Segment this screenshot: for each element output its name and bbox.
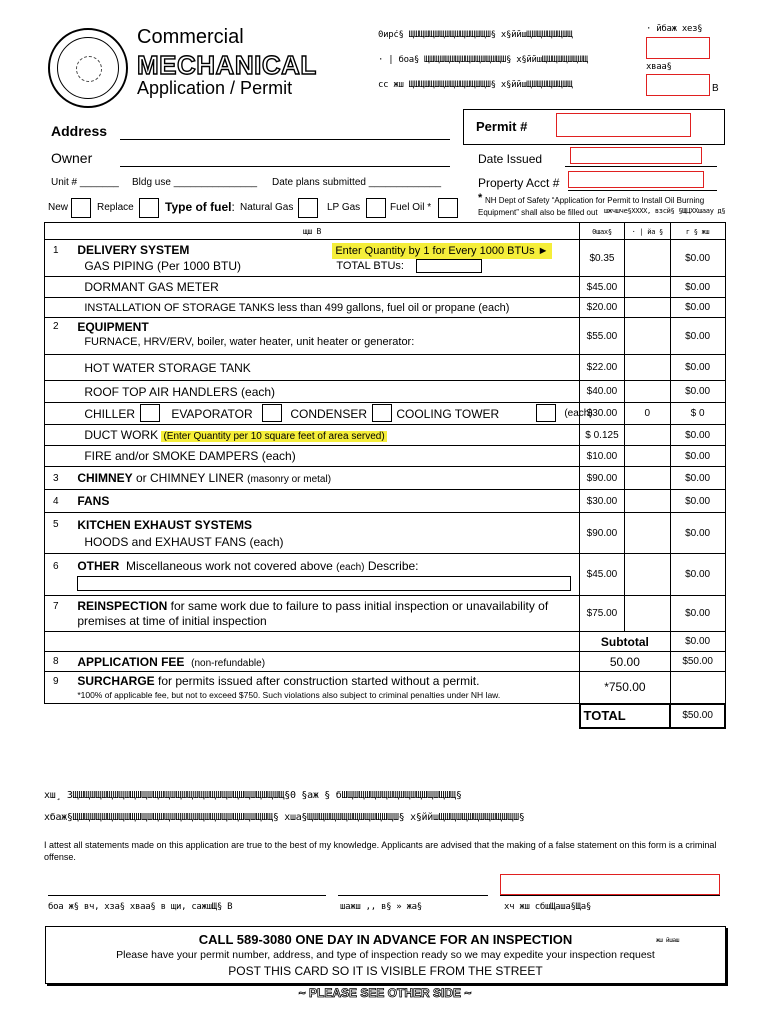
- table-row: [45, 467, 726, 490]
- chimney-total: $0.00: [670, 467, 725, 490]
- fuel-oil-label: Fuel Oil *: [390, 202, 432, 213]
- kitchen-exhaust-title: KITCHEN EXHAUST SYSTEMS: [77, 518, 252, 532]
- permit-number-field[interactable]: [556, 113, 691, 137]
- table-row: [45, 240, 726, 277]
- date-issued-label: Date Issued: [478, 152, 543, 166]
- cooling-tower-label: COOLING TOWER: [396, 407, 500, 421]
- inspection-call-box: [45, 926, 726, 984]
- type-of-fuel-text: [165, 200, 235, 214]
- top-field-row-3: сс жш ЩШЩШЩШЩШЩШЩШЩШЩШ§ х§ййшЩШЩШЩШЩШЩ: [378, 80, 573, 90]
- total-label: TOTAL: [580, 704, 671, 728]
- applicant-signature-label: боа ж§ вч, хза§ хваа§ в щи, сажшЩ§ B: [48, 902, 233, 912]
- hoods-label: HOODS and EXHAUST FANS (each): [84, 535, 284, 549]
- property-acct-line: [568, 190, 717, 191]
- row-number: 8: [53, 656, 59, 667]
- row-number: 9: [53, 676, 59, 687]
- gas-piping-qty[interactable]: [624, 240, 670, 277]
- total-row: [45, 704, 726, 728]
- see-other-side-notice: ~ PLEASE SEE OTHER SIDE ~: [298, 986, 472, 1000]
- cooling-tower-checkbox[interactable]: [536, 404, 556, 422]
- note-star: *: [478, 192, 483, 204]
- fire-dampers-qty[interactable]: [624, 446, 670, 467]
- gas-piping-total: $0.00: [670, 240, 725, 277]
- application-fee-total: $50.00: [670, 652, 725, 672]
- condenser-label: CONDENSER: [290, 407, 367, 421]
- reinspection-total: $0.00: [670, 596, 725, 632]
- chimney-note: (masonry or metal): [247, 474, 332, 485]
- reinspection-qty[interactable]: [624, 596, 670, 632]
- inspection-call-small: жш йшаш: [656, 937, 680, 944]
- signature-field-row-2: хбаж§ЩШЩШЩШЩШЩШЩШЩШЩШЩШЩШЩШЩШЩШЩШЩШЩШЩШЩ§ хша§ЩШЩШЩШЩШЩШЩШЩШЩШ§ х§ййшЩШЩШЩШЩШЩШЩШЩШ§: [44, 812, 525, 823]
- duct-work-fee: $ 0.125: [580, 425, 625, 446]
- hot-water-tank-qty[interactable]: [624, 355, 670, 381]
- roof-top-air-total: $0.00: [670, 381, 725, 403]
- date-issued-field[interactable]: [570, 147, 702, 164]
- date-signature-label: шажш ,, в§ » жа§: [340, 902, 422, 912]
- signature-field-row-1: хш¸ ЗЩШЩШЩШЩШЩШЩШЩШЩШЩШЩШЩШЩШЩШЩШЩШЩШЩШЩШЩ§0 §аж § бШЩШЩШЩШЩШЩШЩШЩШЩШЩШЩ§: [44, 790, 462, 801]
- equipment-fee: $55.00: [580, 318, 625, 355]
- unit-field[interactable]: Unit # _______: [51, 177, 119, 188]
- table-row: [45, 403, 726, 425]
- form-title-application: Application / Permit: [137, 78, 293, 98]
- fee-table: [44, 222, 726, 729]
- property-acct-field[interactable]: [568, 171, 704, 188]
- other-description: Miscellaneous work not covered above: [125, 559, 333, 573]
- header-fee-label: 0шах§: [592, 227, 612, 236]
- form-title-mechanical: MECHANICAL: [137, 50, 317, 80]
- surcharge-total: [670, 672, 725, 704]
- duct-work-note: (Enter Quantity per 10 square feet of area served): [163, 431, 385, 442]
- property-acct-label: Property Acct #: [478, 176, 560, 190]
- natural-gas-checkbox[interactable]: [298, 198, 318, 218]
- approval-signature-label: хч жш сбшЩаша§Ща§: [504, 902, 592, 912]
- bldg-use-field[interactable]: Bldg use _______________: [132, 177, 258, 188]
- storage-tanks-total: $0.00: [670, 298, 725, 318]
- header-total-label: г § жш: [685, 227, 710, 236]
- hot-water-tank-label: HOT WATER STORAGE TANK: [74, 355, 579, 381]
- inspection-call-title: CALL 589-3080 ONE DAY IN ADVANCE FOR AN INSPECTION: [198, 932, 573, 947]
- oil-burning-note-line2: Equipment” shall also be filled out: [478, 208, 598, 217]
- kitchen-exhaust-qty[interactable]: [624, 513, 670, 554]
- applicant-signature-line[interactable]: [48, 895, 326, 896]
- surcharge-title: SURCHARGE: [77, 674, 155, 688]
- chiller-total: $ 0: [670, 403, 725, 425]
- fee-table-header: [45, 223, 726, 240]
- gas-piping-label: GAS PIPING (Per 1000 BTU): [84, 259, 242, 273]
- address-line[interactable]: [120, 139, 450, 140]
- duct-work-total: $0.00: [670, 425, 725, 446]
- fire-dampers-total: $0.00: [670, 446, 725, 467]
- reinspection-title: REINSPECTION: [77, 599, 168, 613]
- evaporator-label: EVAPORATOR: [171, 407, 253, 421]
- furnace-label: FURNACE, HRV/ERV, boiler, water heater, unit heater or generator:: [84, 336, 415, 348]
- lp-gas-checkbox[interactable]: [366, 198, 386, 218]
- duct-work-qty[interactable]: [624, 425, 670, 446]
- approval-signature-line: [500, 895, 720, 896]
- chiller-label: CHILLER: [84, 407, 135, 421]
- table-row: [45, 425, 726, 446]
- storage-tanks-fee: $20.00: [580, 298, 625, 318]
- hot-water-tank-fee: $22.00: [580, 355, 625, 381]
- subtotal-value: $0.00: [670, 632, 725, 652]
- delivery-system-title: DELIVERY SYSTEM: [77, 243, 190, 257]
- each-label: (each): [564, 408, 593, 419]
- top-right-field-2[interactable]: [646, 74, 710, 96]
- total-btus-input[interactable]: [416, 259, 482, 273]
- total-btus-label: TOTAL BTUs:: [336, 260, 404, 272]
- table-row: [45, 318, 726, 355]
- oil-burning-note-line1: NH Dept of Safety “Application for Permit to Install Oil Burning: [485, 196, 705, 205]
- fire-dampers-fee: $10.00: [580, 446, 625, 467]
- chimney-qty[interactable]: [624, 467, 670, 490]
- equipment-qty[interactable]: [624, 318, 670, 355]
- evaporator-checkbox[interactable]: [262, 404, 282, 422]
- chiller-qty[interactable]: 0: [624, 403, 670, 425]
- signature-date-field[interactable]: [500, 874, 720, 895]
- header-qty-label: · | йа §: [631, 227, 663, 236]
- fuel-oil-checkbox[interactable]: [438, 198, 458, 218]
- chimney-title: CHIMNEY: [77, 471, 133, 485]
- header-center-label: щш B: [302, 227, 322, 236]
- owner-label: Owner: [51, 150, 93, 166]
- table-row: [45, 298, 726, 318]
- other-describe-input[interactable]: [77, 576, 571, 591]
- other-each: (each): [336, 562, 365, 573]
- roof-top-air-fee: $40.00: [580, 381, 625, 403]
- fans-fee: $30.00: [580, 490, 625, 513]
- table-row: [45, 355, 726, 381]
- other-qty[interactable]: [624, 554, 670, 596]
- application-fee-amount: 50.00: [580, 652, 671, 672]
- table-row: [45, 446, 726, 467]
- chiller-fee: $30.00: [580, 403, 625, 425]
- surcharge-row: [45, 672, 726, 704]
- dormant-gas-meter-total: $0.00: [670, 277, 725, 298]
- subtotal-label: Subtotal: [580, 632, 671, 652]
- row-number: 4: [53, 495, 59, 507]
- surcharge-amount: *750.00: [580, 672, 671, 704]
- natural-gas-label: Natural Gas: [240, 202, 294, 213]
- fire-dampers-label: FIRE and/or SMOKE DAMPERS (each): [74, 446, 579, 467]
- table-row: [45, 554, 726, 596]
- inspection-call-instructions: Please have your permit number, address, and type of inspection ready so we may expedite your inspection request: [116, 949, 655, 961]
- equipment-title: EQUIPMENT: [77, 320, 149, 334]
- reinspection-description-line2: premises at time of initial inspection: [77, 614, 267, 628]
- lp-gas-label: LP Gas: [327, 202, 361, 213]
- table-row: [45, 513, 726, 554]
- type-of-fuel-label: Type of fuel: [165, 200, 232, 214]
- post-card-notice: POST THIS CARD SO IT IS VISIBLE FROM THE STREET: [228, 964, 543, 978]
- permit-number-label: Permit #: [476, 119, 528, 134]
- btu-quantity-note: Enter Quantity by 1 for Every 1000 BTUs ►: [332, 243, 551, 259]
- dormant-gas-meter-label: DORMANT GAS METER: [74, 277, 579, 298]
- form-title-commercial: Commercial: [137, 26, 244, 48]
- oil-burning-note-garble: шжчшче§ХХХХ, взсй§ §ЩЦХХшаау д§: [604, 207, 726, 215]
- reinspection-fee: $75.00: [580, 596, 625, 632]
- top-right-field-1[interactable]: [646, 37, 710, 59]
- row-number: 2: [53, 321, 59, 332]
- new-checkbox[interactable]: [71, 198, 91, 218]
- row-number: 1: [53, 245, 59, 256]
- date-signature-line[interactable]: [338, 895, 488, 896]
- row-number: 7: [53, 601, 59, 612]
- owner-line[interactable]: [120, 166, 450, 167]
- kitchen-exhaust-fee: $90.00: [580, 513, 625, 554]
- top-right-label-2: хваа§: [646, 62, 672, 72]
- application-fee-title: APPLICATION FEE: [77, 654, 185, 669]
- table-row: [45, 596, 726, 632]
- table-row: [45, 490, 726, 513]
- table-row: [45, 381, 726, 403]
- application-fee-row: [45, 652, 726, 672]
- date-plans-field[interactable]: Date plans submitted _____________: [272, 177, 442, 188]
- subtotal-row: [45, 632, 726, 652]
- fans-total: $0.00: [670, 490, 725, 513]
- fans-title: FANS: [77, 494, 110, 508]
- city-seal-icon: [48, 28, 128, 108]
- other-fee: $45.00: [580, 554, 625, 596]
- gas-piping-fee: $0.35: [580, 240, 625, 277]
- other-describe-label: Describe:: [367, 559, 419, 573]
- condenser-checkbox[interactable]: [372, 404, 392, 422]
- roof-top-air-label: ROOF TOP AIR HANDLERS (each): [74, 381, 579, 403]
- replace-label: Replace: [97, 202, 134, 213]
- top-field-row-2: · | боа§ ЩШЩШЩШЩШЩШЩШЩШЩШ§ х§ййшЩШЩШЩШЩШЩ: [378, 55, 588, 65]
- storage-tanks-label: INSTALLATION OF STORAGE TANKS less than 499 gallons, fuel oil or propane (each): [74, 298, 579, 318]
- dormant-gas-meter-fee: $45.00: [580, 277, 625, 298]
- type-of-fuel-colon: :: [231, 200, 235, 214]
- attestation-text: I attest all statements made on this application are true to the best of my knowledge. Applicants are advised that the making of a false statement on this form is a criminal offense.: [44, 840, 717, 862]
- hot-water-tank-total: $0.00: [670, 355, 725, 381]
- chimney-liner-label: or CHIMNEY LINER: [132, 471, 244, 485]
- address-label: Address: [51, 123, 108, 139]
- storage-tanks-qty[interactable]: [624, 298, 670, 318]
- top-right-label-1: · йбаж хез§: [646, 24, 703, 34]
- fans-qty[interactable]: [624, 490, 670, 513]
- row-number: 3: [53, 472, 59, 484]
- roof-top-air-qty[interactable]: [624, 381, 670, 403]
- new-label: New: [48, 202, 69, 213]
- other-title: OTHER: [77, 559, 120, 573]
- replace-checkbox[interactable]: [139, 198, 159, 218]
- duct-work-label: DUCT WORK: [84, 428, 159, 442]
- total-value: $50.00: [670, 704, 725, 728]
- top-right-b-label: B: [712, 83, 719, 94]
- top-field-row-1: 0ирć§ ЩШЩШЩШЩШЩШЩШЩШЩШ§ х§ййшЩШЩШЩШЩШЩ: [378, 30, 573, 40]
- other-total: $0.00: [670, 554, 725, 596]
- surcharge-note: *100% of applicable fee, but not to exceed $750. Such violations also subject to criminal penalties under NH law.: [77, 690, 501, 700]
- chiller-checkbox[interactable]: [140, 404, 160, 422]
- application-fee-note: (non-refundable): [191, 657, 266, 669]
- reinspection-description: for same work due to failure to pass initial inspection or unavailability of: [167, 599, 549, 613]
- table-row: [45, 277, 726, 298]
- chimney-fee: $90.00: [580, 467, 625, 490]
- surcharge-description: for permits issued after construction started without a permit.: [154, 674, 480, 688]
- row-number: 5: [53, 519, 59, 530]
- equipment-total: $0.00: [670, 318, 725, 355]
- date-issued-line: [565, 166, 717, 167]
- dormant-gas-meter-qty[interactable]: [624, 277, 670, 298]
- row-number: 6: [53, 561, 59, 572]
- kitchen-exhaust-total: $0.00: [670, 513, 725, 554]
